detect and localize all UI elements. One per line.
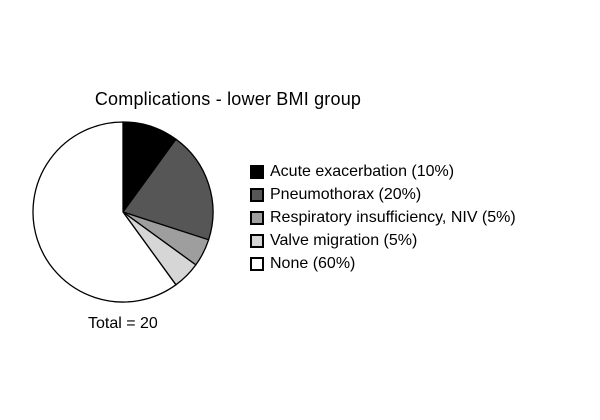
legend-swatch-3 [250, 211, 264, 225]
legend-label-5: None (60%) [270, 255, 356, 272]
chart-title: Complications - lower BMI group [94, 89, 362, 109]
legend-item-1 [250, 160, 516, 183]
legend-item-3 [250, 206, 516, 229]
legend-swatch-2 [250, 188, 264, 202]
total-label: Total = 20 [88, 315, 158, 332]
pie-chart [23, 112, 223, 312]
legend-item-2 [250, 183, 516, 206]
legend-item-5 [250, 252, 516, 275]
pie-chart-area [23, 112, 223, 312]
legend-label-2: Pneumothorax (20%) [270, 186, 422, 203]
legend-item-4 [250, 229, 516, 252]
legend [250, 160, 516, 275]
legend-label-1: Acute exacerbation (10%) [270, 163, 455, 180]
legend-swatch-4 [250, 234, 264, 248]
legend-swatch-5 [250, 257, 264, 271]
legend-swatch-1 [250, 165, 264, 179]
legend-label-4: Valve migration (5%) [270, 232, 418, 249]
legend-label-3: Respiratory insufficiency, NIV (5%) [270, 209, 516, 226]
